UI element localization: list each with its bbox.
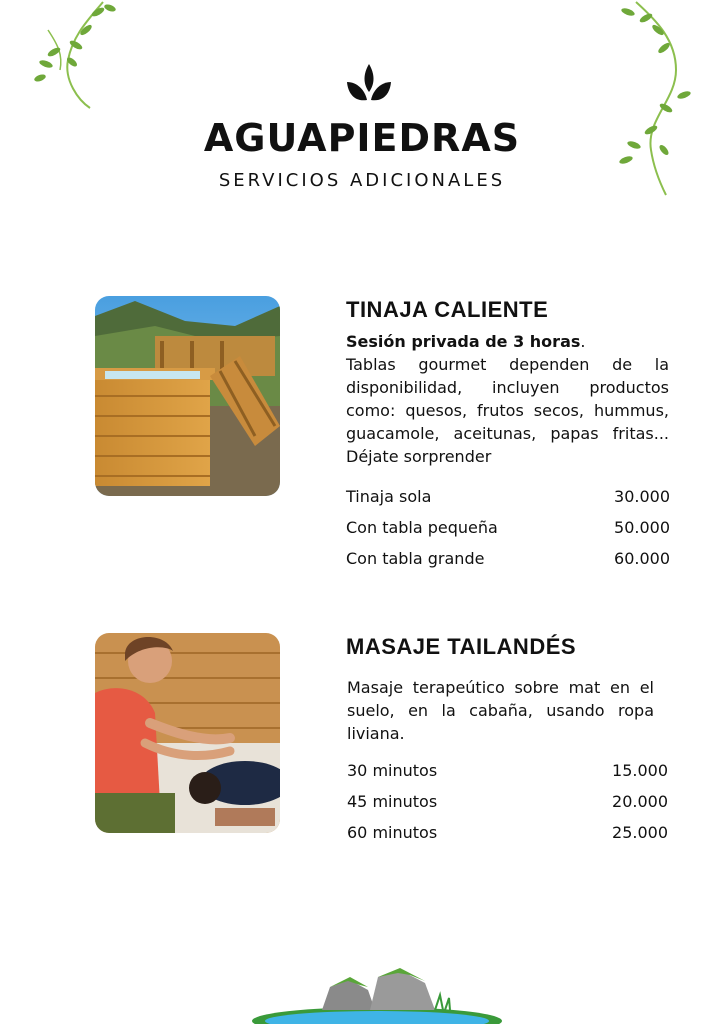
price-value: 60.000 <box>614 549 670 568</box>
price-value: 15.000 <box>612 761 668 780</box>
price-label: 60 minutos <box>347 823 438 842</box>
price-row <box>347 817 668 848</box>
brand-subtitle: SERVICIOS ADICIONALES <box>218 170 506 191</box>
masaje-price-list <box>347 755 668 848</box>
price-row <box>346 543 670 574</box>
price-value: 25.000 <box>612 823 668 842</box>
tinaja-lead-punct: . <box>580 332 586 351</box>
masaje-title: MASAJE TAILANDÉS <box>346 634 577 659</box>
price-row <box>346 481 670 512</box>
tinaja-description-text: Tablas gourmet dependen de la disponibilidad, incluyen productos como: quesos, frutos secos, hummus, guacamole, aceitunas, papas fritas... Déjate sorprender <box>346 355 669 466</box>
brand-title: AGUAPIEDRAS <box>203 116 521 160</box>
price-value: 20.000 <box>612 792 668 811</box>
price-row <box>347 786 668 817</box>
price-row <box>347 755 668 786</box>
price-value: 50.000 <box>614 518 670 537</box>
price-value: 30.000 <box>614 487 670 506</box>
price-label: Con tabla pequeña <box>346 518 498 537</box>
tinaja-price-list <box>346 481 670 574</box>
tinaja-photo <box>95 296 280 496</box>
masaje-photo <box>95 633 280 833</box>
price-label: 45 minutos <box>347 792 438 811</box>
vine-top-left-icon <box>28 0 118 115</box>
price-label: 30 minutos <box>347 761 438 780</box>
tinaja-title: TINAJA CALIENTE <box>346 297 549 322</box>
masaje-description: Masaje terapeútico sobre mat en el suelo, en la cabaña, usando ropa liviana. <box>347 678 654 743</box>
price-label: Con tabla grande <box>346 549 485 568</box>
price-label: Tinaja sola <box>346 487 432 506</box>
tinaja-description <box>346 330 669 468</box>
price-row <box>346 512 670 543</box>
lotus-logo-icon <box>345 62 393 104</box>
tinaja-lead: Sesión privada de 3 horas <box>346 332 581 351</box>
pond-rocks-icon <box>250 965 505 1024</box>
